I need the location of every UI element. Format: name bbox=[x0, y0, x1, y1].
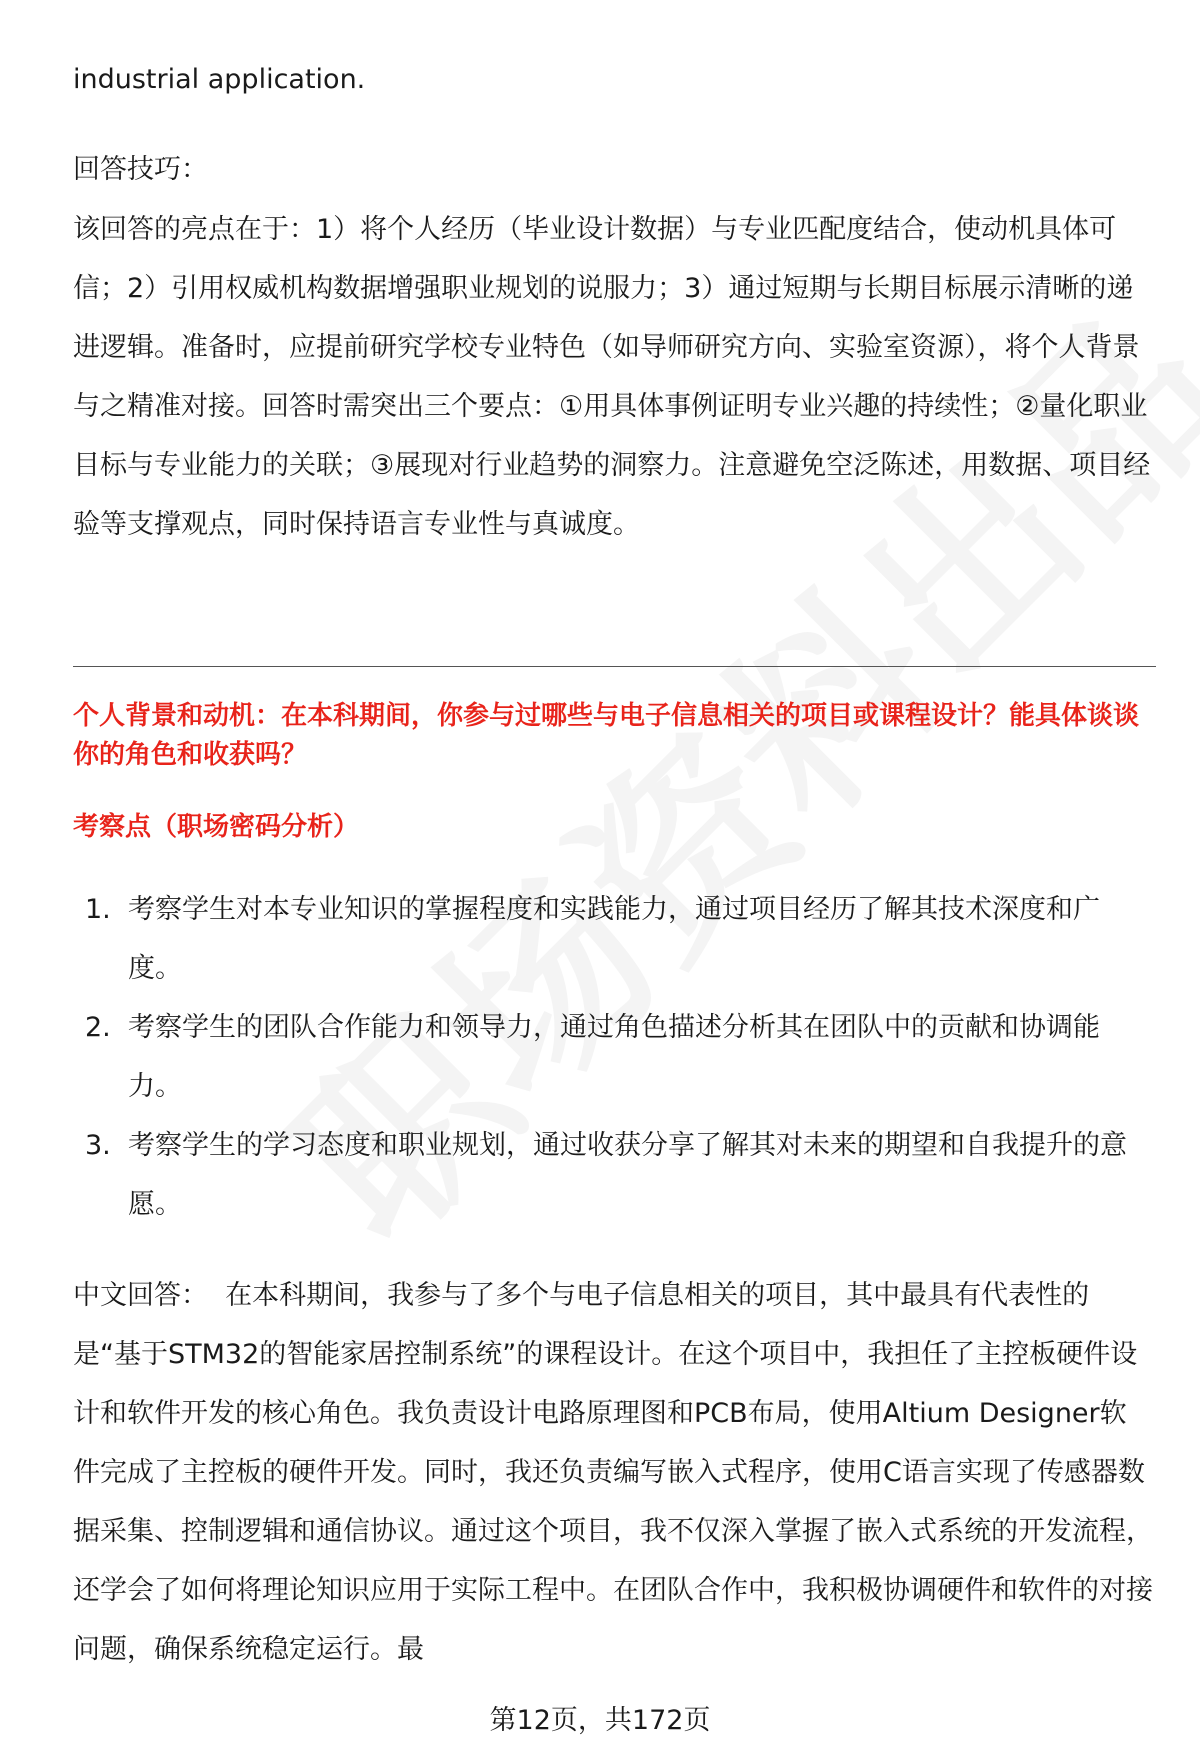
list-item bbox=[73, 998, 1153, 1116]
answer-paragraph bbox=[73, 1266, 1153, 1679]
page-number: 第12页，共172页 bbox=[489, 1705, 711, 1736]
question-heading: 个人背景和动机：在本科期间，你参与过哪些与电子信息相关的项目或课程设计？能具体谈谈你的角色和收获吗？ bbox=[73, 701, 1140, 770]
list-item-number: 1. bbox=[85, 894, 111, 925]
tips-heading: 回答技巧： bbox=[73, 154, 208, 185]
list-item bbox=[73, 880, 1153, 998]
list-item bbox=[73, 1116, 1153, 1234]
answer-body: 在本科期间，我参与了多个与电子信息相关的项目，其中最具有代表性的是“基于STM32的智能家居控制系统”的课程设计。在这个项目中，我担任了主控板硬件设计和软件开发的核心角色。我负责设计电路原理图和PCB布局，使用Altium Designer软件完成了主控板的硬件开发。同时，我还负责编写嵌入式程序，使用C语言实现了传感器数据采集、控制逻辑和通信协议。通过这个项目，我不仅深入掌握了嵌入式系统的开发流程，还学会了如何将理论知识应用于实际工程中。在团队合作中，我积极协调硬件和软件的对接问题，确保系统稳定运行。最 bbox=[73, 1280, 1153, 1665]
section-divider bbox=[73, 666, 1156, 667]
list-item-number: 2. bbox=[85, 1012, 111, 1043]
list-item-text: 考察学生的团队合作能力和领导力，通过角色描述分析其在团队中的贡献和协调能力。 bbox=[128, 1012, 1100, 1102]
intro-tail-text: industrial application. bbox=[73, 64, 366, 95]
list-item-number: 3. bbox=[85, 1130, 111, 1161]
assessment-list bbox=[73, 880, 1153, 1234]
answer-label: 中文回答： bbox=[73, 1280, 208, 1311]
tips-body: 该回答的亮点在于：1）将个人经历（毕业设计数据）与专业匹配度结合，使动机具体可信；2）引用权威机构数据增强职业规划的说服力；3）通过短期与长期目标展示清晰的递进逻辑。准备时，应提前研究学校专业特色（如导师研究方向、实验室资源），将个人背景与之精准对接。回答时需突出三个要点：①用具体事例证明专业兴趣的持续性；②量化职业目标与专业能力的关联；③展现对行业趋势的洞察力。注意避免空泛陈述，用数据、项目经验等支撑观点，同时保持语言专业性与真诚度。 bbox=[73, 214, 1151, 540]
assessment-heading: 考察点（职场密码分析） bbox=[73, 812, 360, 842]
list-item-text: 考察学生的学习态度和职业规划，通过收获分享了解其对未来的期望和自我提升的意愿。 bbox=[128, 1130, 1127, 1220]
list-item-text: 考察学生对本专业知识的掌握程度和实践能力，通过项目经历了解其技术深度和广度。 bbox=[128, 894, 1100, 984]
